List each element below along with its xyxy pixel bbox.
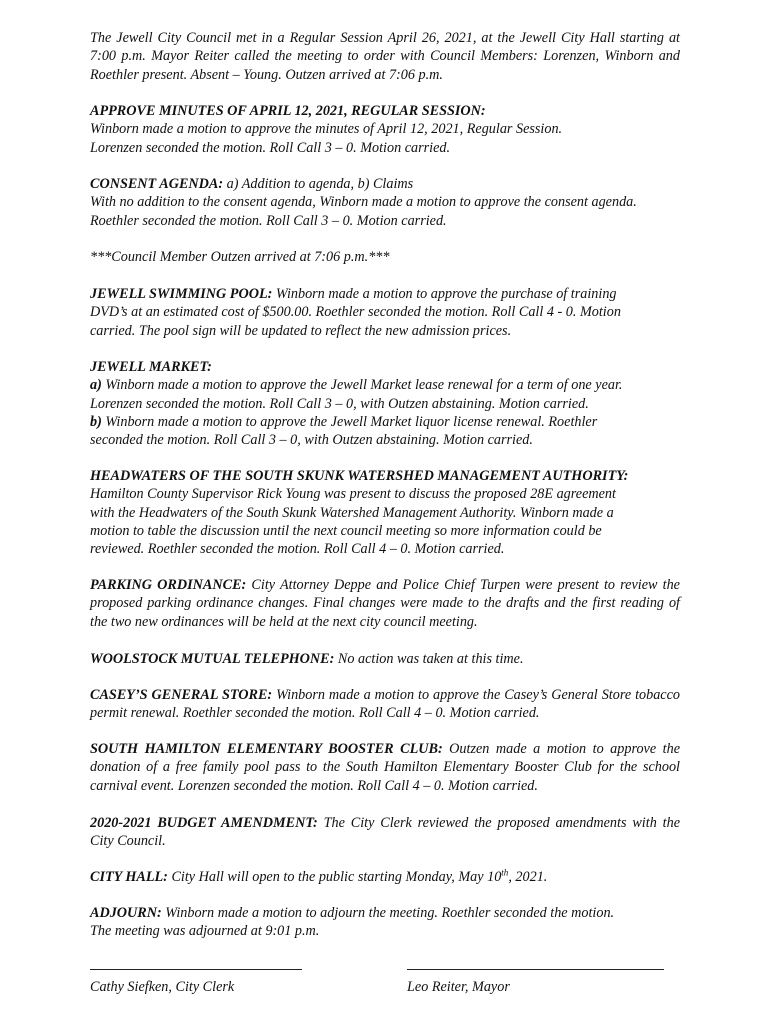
section-body: City Hall will open to the public starting Monday, May 10 [167, 869, 502, 885]
section-heading: JEWELL MARKET: [90, 359, 212, 375]
ordinal-suffix: th [501, 867, 509, 878]
item-label: b) [90, 413, 102, 430]
section-body: City Attorney Deppe and Police Chief Turpen were present to review the proposed parking ordinance changes. Final changes were made to the drafts and the first reading of the two new ordinances will be held at the next city council meeting. [90, 577, 680, 630]
section-adjourn [90, 904, 680, 941]
section-heading-line [90, 285, 680, 303]
section-line: The meeting was adjourned at 9:01 p.m. [90, 923, 320, 940]
section-heading: SOUTH HAMILTON ELEMENTARY BOOSTER CLUB: [90, 741, 443, 757]
section-body: Winborn made a motion to approve the Casey’s General Store tobacco permit renewal. Roethler seconded the motion. Roll Call 4 – 0. Motion carried. [90, 687, 680, 722]
section-heading-line [90, 175, 680, 193]
intro-paragraph: The Jewell City Council met in a Regular Session April 26, 2021, at the Jewell City Hall starting at 7:00 p.m. Mayor Reiter called the meeting to order with Council Members: Lorenzen, Winborn and Roethler present. Absent – Young. Outzen arrived at 7:06 p.m. [90, 30, 680, 83]
section-line: reviewed. Roethler seconded the motion. Roll Call 4 – 0. Motion carried. [90, 541, 505, 558]
section-heading: CONSENT AGENDA: [90, 176, 224, 192]
section-body: , 2021. [508, 869, 548, 885]
item-a-line [90, 376, 680, 394]
section-line: Roethler seconded the motion. Roll Call 3 – 0. Motion carried. [90, 212, 447, 229]
section-line: Winborn made a motion to adjourn the meeting. Roethler seconded the motion. [161, 905, 615, 921]
section-line: Hamilton County Supervisor Rick Young was present to discuss the proposed 28E agreement [90, 486, 616, 503]
section-heading: CITY HALL: [90, 869, 168, 885]
item-b-line [90, 413, 680, 431]
section-heading: CASEY’S GENERAL STORE: [90, 687, 273, 703]
section-body: No action was taken at this time. [334, 651, 524, 667]
section-line: Winborn made a motion to approve the purchase of training [272, 286, 617, 302]
section-line: motion to table the discussion until the next council meeting so more information could be [90, 522, 602, 539]
item-label: a) [90, 377, 102, 394]
section-line: Winborn made a motion to approve the Jewell Market liquor license renewal. Roethler [101, 413, 598, 430]
section-heading: WOOLSTOCK MUTUAL TELEPHONE: [90, 651, 335, 667]
section-subheading: a) Addition to agenda, b) Claims [223, 176, 414, 192]
section-parking-ordinance [90, 576, 680, 631]
section-heading: HEADWATERS OF THE SOUTH SKUNK WATERSHED MANAGEMENT AUTHORITY: [90, 468, 629, 484]
clerk-signature-line [90, 969, 302, 970]
clerk-signature-name: Cathy Siefken, City Clerk [90, 979, 235, 995]
section-line: With no addition to the consent agenda, Winborn made a motion to approve the consent agenda. [90, 194, 637, 211]
section-line: carried. The pool sign will be updated to reflect the new admission prices. [90, 322, 512, 339]
section-line: DVD’s at an estimated cost of $500.00. Roethler seconded the motion. Roll Call 4 - 0. Motion [90, 304, 621, 321]
section-body: The City Clerk reviewed the proposed amendments with the City Council. [90, 815, 680, 850]
section-heading: APPROVE MINUTES OF APRIL 12, 2021, REGULAR SESSION: [90, 103, 486, 119]
section-line: Lorenzen seconded the motion. Roll Call 3 – 0. Motion carried. [90, 139, 451, 156]
section-line: Lorenzen seconded the motion. Roll Call 3 – 0, with Outzen abstaining. Motion carried. [90, 395, 589, 412]
section-swimming-pool [90, 285, 680, 340]
section-heading: 2020-2021 BUDGET AMENDMENT: [90, 815, 318, 831]
section-heading: PARKING ORDINANCE: [90, 577, 247, 593]
mayor-signature-name: Leo Reiter, Mayor [407, 979, 510, 995]
section-city-hall [90, 868, 680, 886]
section-line: with the Headwaters of the South Skunk Watershed Management Authority. Winborn made a [90, 504, 614, 521]
section-heading: ADJOURN: [90, 905, 162, 921]
section-body: Outzen made a motion to approve the donation of a free family pool pass to the South Hamilton Elementary Booster Club for the school carnival event. Lorenzen seconded the motion. Roll Call 4 – 0. Motion carried. [90, 741, 680, 794]
section-heading: JEWELL SWIMMING POOL: [90, 286, 273, 302]
section-watershed [90, 467, 680, 558]
section-line: Winborn made a motion to approve the minutes of April 12, 2021, Regular Session. [90, 121, 563, 138]
section-line: seconded the motion. Roll Call 3 – 0, with Outzen abstaining. Motion carried. [90, 432, 533, 449]
arrival-note: ***Council Member Outzen arrived at 7:06 p.m.*** [90, 249, 390, 265]
section-booster-club [90, 740, 680, 795]
section-woolstock [90, 650, 680, 668]
section-line: Winborn made a motion to approve the Jewell Market lease renewal for a term of one year. [101, 377, 623, 394]
mayor-signature-line [407, 969, 664, 970]
section-heading-line [90, 904, 680, 922]
section-caseys [90, 686, 680, 723]
section-approve-minutes [90, 102, 680, 157]
section-consent-agenda [90, 175, 680, 230]
section-budget-amendment [90, 814, 680, 851]
section-jewell-market [90, 358, 680, 449]
